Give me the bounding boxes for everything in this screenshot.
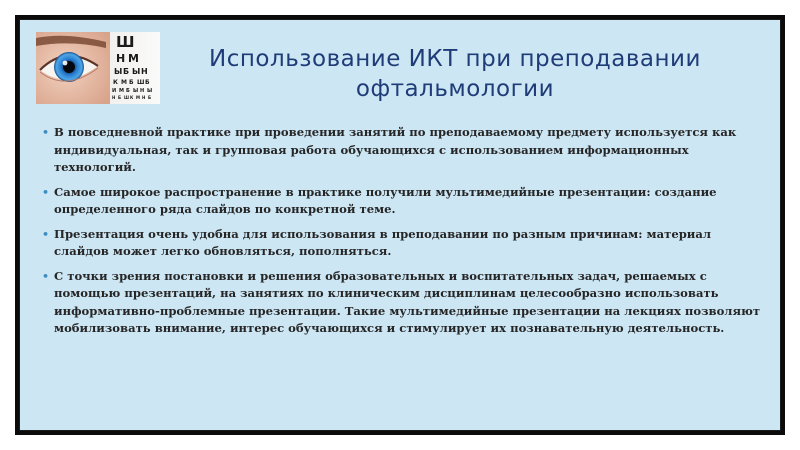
chart-letter: И <box>112 88 117 94</box>
chart-letter: Ш <box>116 33 135 51</box>
list-item <box>42 268 762 338</box>
chart-letter: М <box>136 95 140 100</box>
eye-chart-illustration <box>36 32 160 104</box>
chart-letter: Б <box>118 95 122 100</box>
slide-title: Использование ИКТ при преподавании офтальмологии <box>209 46 701 102</box>
chart-letter: Б <box>123 67 130 76</box>
chart-letter: Б <box>129 79 134 86</box>
chart-letter: Н <box>142 95 146 100</box>
bullet-dot-icon: • <box>42 185 50 199</box>
chart-letter: Б <box>126 88 130 94</box>
chart-letter: Ш <box>137 79 145 86</box>
chart-letter: Ы <box>147 88 153 94</box>
chart-letter: Н <box>112 95 116 100</box>
chart-letter: М <box>119 88 124 94</box>
chart-letter: Б <box>145 79 150 86</box>
chart-letter: Б <box>148 95 152 100</box>
chart-letter: Ш <box>124 95 129 100</box>
chart-letter: Н <box>116 52 126 65</box>
bullet-dot-icon: • <box>42 269 50 283</box>
chart-letter: Ы <box>133 88 139 94</box>
list-item <box>42 124 762 177</box>
list-item <box>42 184 762 219</box>
chart-letter: Ы <box>132 67 141 76</box>
bullet-text: Презентация очень удобна для использования в преподавании по разным причинам: материал слайдов может легко обновляться, пополняться. <box>54 226 712 258</box>
chart-letter: К <box>113 79 118 86</box>
chart-letter: М <box>121 79 127 86</box>
chart-letter: К <box>130 95 134 100</box>
bullet-dot-icon: • <box>42 126 50 139</box>
slide <box>20 20 780 430</box>
bullet-text: Самое широкое распространение в практике получили мультимедийные презентации: создание определенного ряда слайдов по конкретной теме. <box>54 184 717 216</box>
bullet-text: В повседневной практике при проведении занятий по преподаваемому предмету используется как индивидуальная, так и групповая работа обучающихся с использованием информационных технологий. <box>54 125 737 174</box>
chart-letter: Н <box>141 67 148 76</box>
bullet-text: С точки зрения постановки и решения образовательных и воспитательных задач, решаемых с помощью презентаций, на занятиях по клиническим дисциплинам целесообразно использовать информативно-проблемные презентации. Такие мультимедийные презентации на лекциях позволяют мобилизовать внимание, интерес обучающихся и стимулирует их познавательную деятельность. <box>54 268 761 335</box>
bullet-list <box>42 124 762 345</box>
chart-letter: Н <box>140 88 145 94</box>
list-item <box>42 226 762 261</box>
bullet-dot-icon: • <box>42 227 50 241</box>
chart-letter: М <box>128 52 139 65</box>
eye-chart-image <box>36 32 160 104</box>
chart-letter: Ы <box>114 67 123 76</box>
